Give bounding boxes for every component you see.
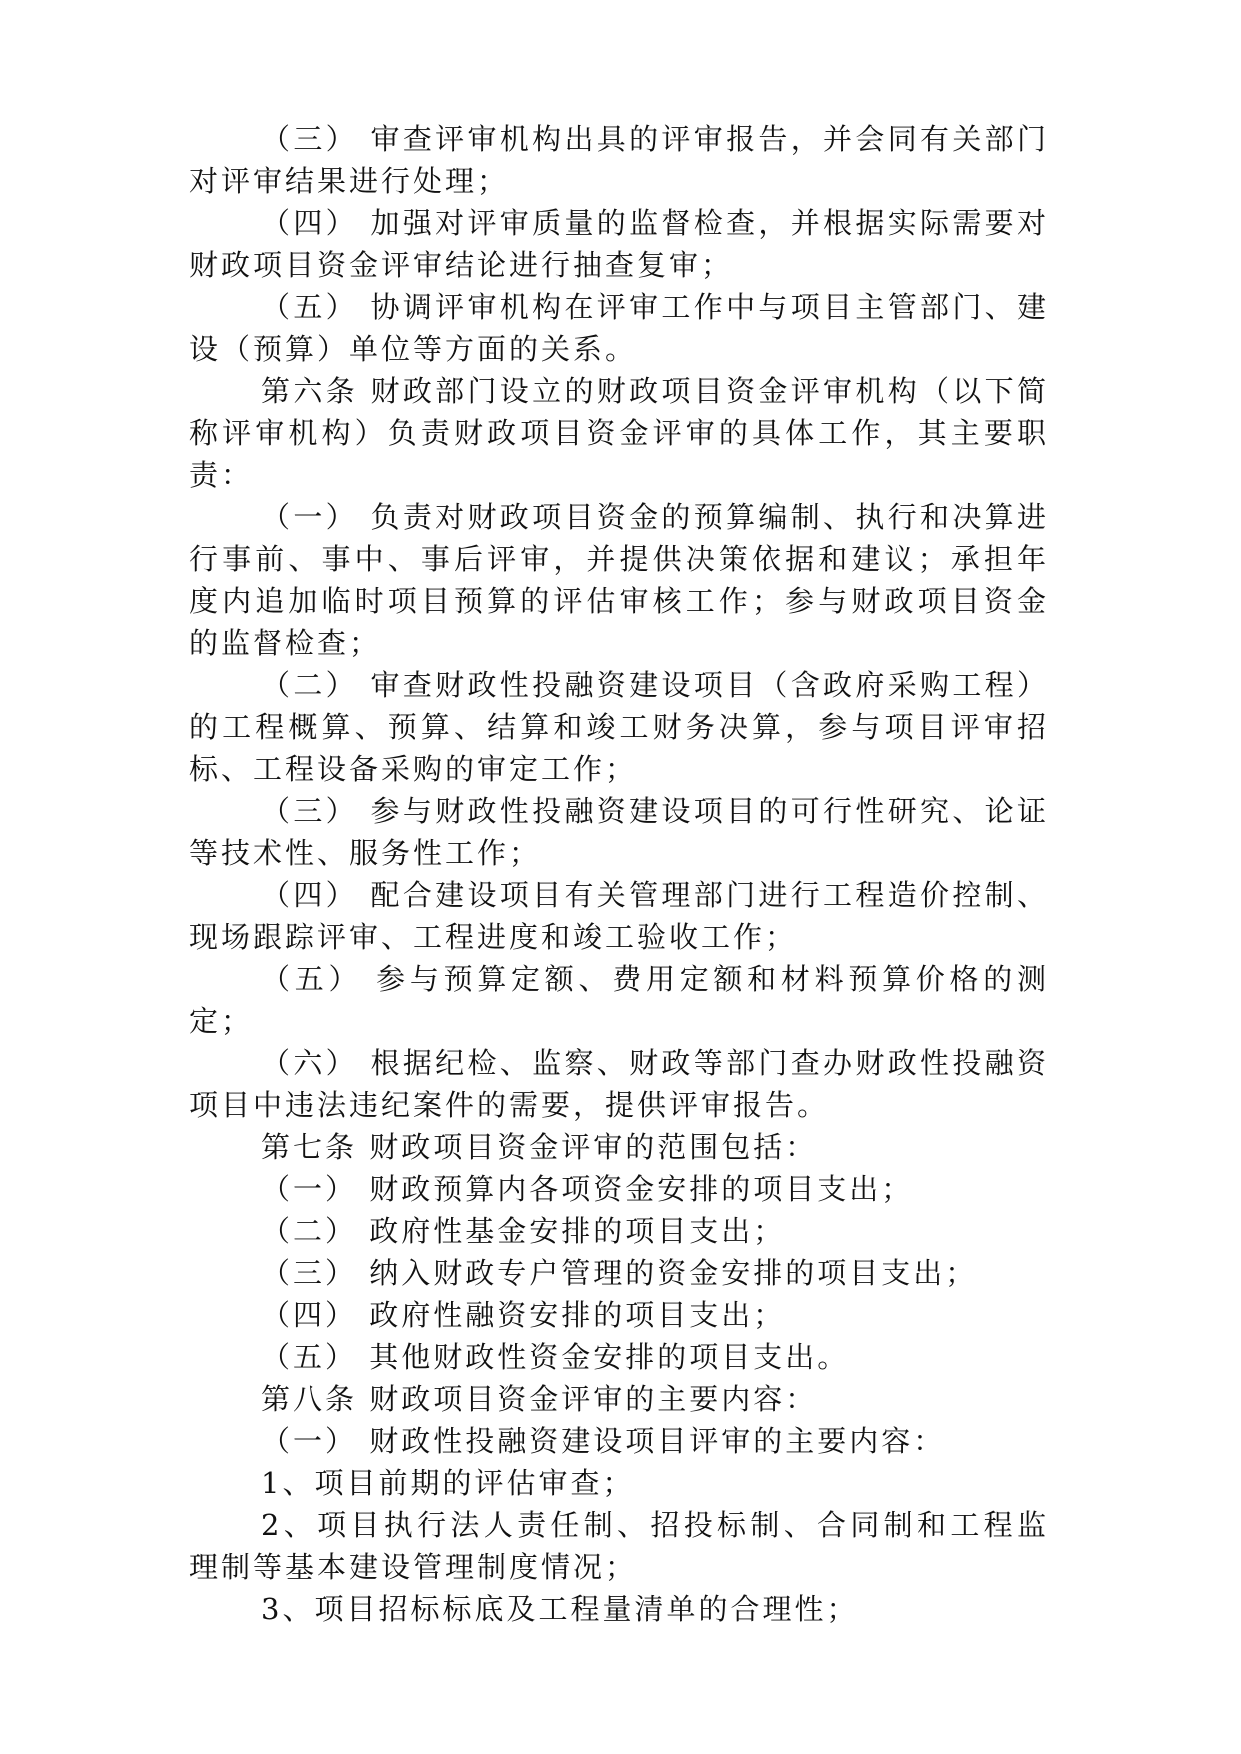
list-item: （四） 政府性融资安排的项目支出； [261,1298,786,1332]
paragraph: （五） 协调评审机构在评审工作中与项目主管部门、建设（预算）单位等方面的关系。 [189,290,1049,366]
list-item: （五） 其他财政性资金安排的项目支出。 [261,1340,850,1374]
article-heading: 第八条 财政项目资金评审的主要内容： [261,1382,818,1416]
list-item: （一） 财政预算内各项资金安排的项目支出； [261,1172,914,1206]
paragraph: （四） 配合建设项目有关管理部门进行工程造价控制、现场跟踪评审、工程进度和竣工验收工作； [189,878,1049,954]
paragraph: （六） 根据纪检、监察、财政等部门查办财政性投融资项目中违法违纪案件的需要，提供评审报告。 [189,1046,1049,1122]
list-item: 2、项目执行法人责任制、招投标制、合同制和工程监理制等基本建设管理制度情况； [189,1508,1049,1584]
article-heading: 第七条 财政项目资金评审的范围包括： [261,1130,818,1164]
document-body [189,118,1049,1630]
paragraph: （二） 审查财政性投融资建设项目（含政府采购工程）的工程概算、预算、结算和竣工财务决算，参与项目评审招标、工程设备采购的审定工作； [189,668,1049,786]
list-item: 3、项目招标标底及工程量清单的合理性； [261,1592,859,1626]
paragraph: （三） 参与财政性投融资建设项目的可行性研究、论证等技术性、服务性工作； [189,794,1049,870]
list-item: （二） 政府性基金安排的项目支出； [261,1214,786,1248]
paragraph: （三） 审查评审机构出具的评审报告，并会同有关部门对评审结果进行处理； [189,122,1049,198]
paragraph: （五） 参与预算定额、费用定额和材料预算价格的测定； [189,962,1049,1038]
list-item: （三） 纳入财政专户管理的资金安排的项目支出； [261,1256,978,1290]
paragraph: （一） 负责对财政项目资金的预算编制、执行和决算进行事前、事中、事后评审，并提供决策依据和建议；承担年度内追加临时项目预算的评估审核工作；参与财政项目资金的监督检查； [189,500,1049,660]
article-heading: 第六条 财政部门设立的财政项目资金评审机构（以下简称评审机构）负责财政项目资金评审的具体工作，其主要职责： [189,374,1049,492]
list-item: 1、项目前期的评估审查； [261,1466,635,1500]
list-item: （一） 财政性投融资建设项目评审的主要内容： [261,1424,946,1458]
paragraph: （四） 加强对评审质量的监督检查，并根据实际需要对财政项目资金评审结论进行抽查复审； [189,206,1049,282]
